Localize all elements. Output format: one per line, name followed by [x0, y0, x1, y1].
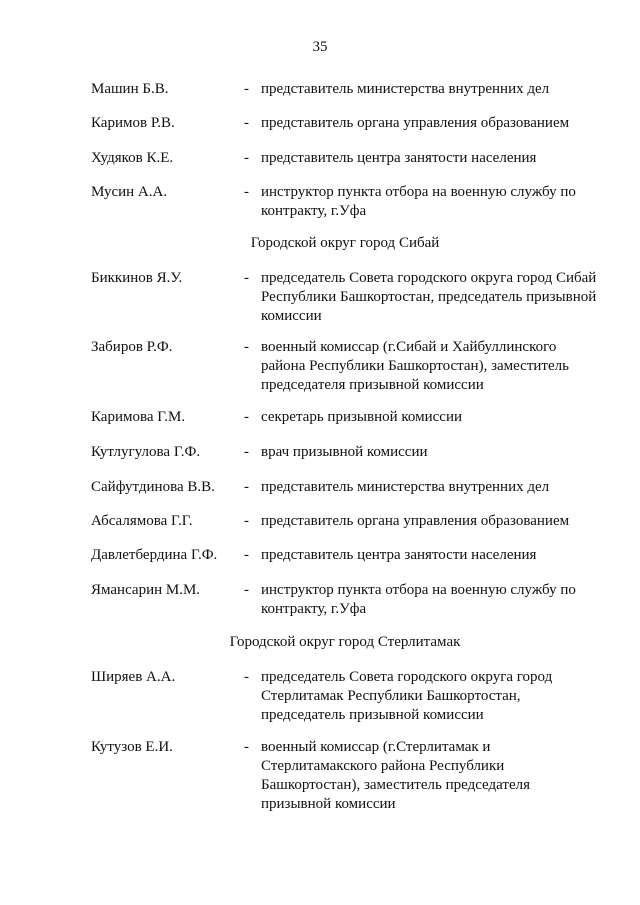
member-role: председатель Совета городского округа город Стерлитамак Республики Башкортостан, председатель призывной комиссии [261, 669, 553, 723]
dash: - [244, 270, 249, 286]
dash: - [244, 669, 249, 685]
section-heading: Городской округ город Стерлитамак [229, 634, 461, 650]
dash: - [244, 513, 249, 529]
member-name: Забиров Р.Ф. [91, 339, 173, 355]
member-name: Абсалямова Г.Г. [91, 513, 193, 529]
member-name: Худяков К.Е. [91, 150, 174, 166]
dash: - [244, 115, 249, 131]
member-name: Ямансарин М.М. [91, 582, 201, 598]
member-role: председатель Совета городского округа город Сибай Республики Башкортостан, председатель призывной комиссии [261, 270, 597, 324]
member-role: инструктор пункта отбора на военную службу по контракту, г.Уфа [261, 184, 576, 219]
member-role: врач призывной комиссии [261, 444, 428, 460]
dash: - [244, 479, 249, 495]
member-name: Ширяев А.А. [91, 669, 176, 685]
member-role: представитель министерства внутренних дел [261, 479, 550, 495]
member-name: Давлетбердина Г.Ф. [91, 547, 218, 563]
dash: - [244, 444, 249, 460]
section-heading: Городской округ город Сибай [250, 235, 440, 251]
dash: - [244, 150, 249, 166]
member-name: Каримова Г.М. [91, 409, 186, 425]
member-role: представитель центра занятости населения [261, 547, 537, 563]
member-name: Машин Б.В. [91, 81, 169, 97]
dash: - [244, 582, 249, 598]
member-name: Мусин А.А. [91, 184, 168, 200]
dash: - [244, 339, 249, 355]
dash: - [244, 81, 249, 97]
page-number: 35 [312, 39, 328, 55]
dash: - [244, 184, 249, 200]
member-name: Кутузов Е.И. [91, 739, 173, 755]
dash: - [244, 547, 249, 563]
member-role: представитель министерства внутренних дел [261, 81, 550, 97]
member-name: Кутлугулова Г.Ф. [91, 444, 201, 460]
member-role: военный комиссар (г.Стерлитамак и Стерлитамакского района Республики Башкортостан), заместитель председателя призывной комиссии [261, 739, 531, 812]
member-name: Сайфутдинова В.В. [91, 479, 215, 495]
member-role: представитель центра занятости населения [261, 150, 537, 166]
member-role: военный комиссар (г.Сибай и Хайбуллинского района Республики Башкортостан), заместитель председателя призывной комиссии [261, 339, 569, 393]
member-name: Биккинов Я.У. [91, 270, 183, 286]
dash: - [244, 409, 249, 425]
dash: - [244, 739, 249, 755]
member-role: инструктор пункта отбора на военную службу по контракту, г.Уфа [261, 582, 576, 617]
member-role: представитель органа управления образованием [261, 513, 570, 529]
member-role: секретарь призывной комиссии [261, 409, 463, 425]
member-name: Каримов Р.В. [91, 115, 175, 131]
member-role: представитель органа управления образованием [261, 115, 570, 131]
